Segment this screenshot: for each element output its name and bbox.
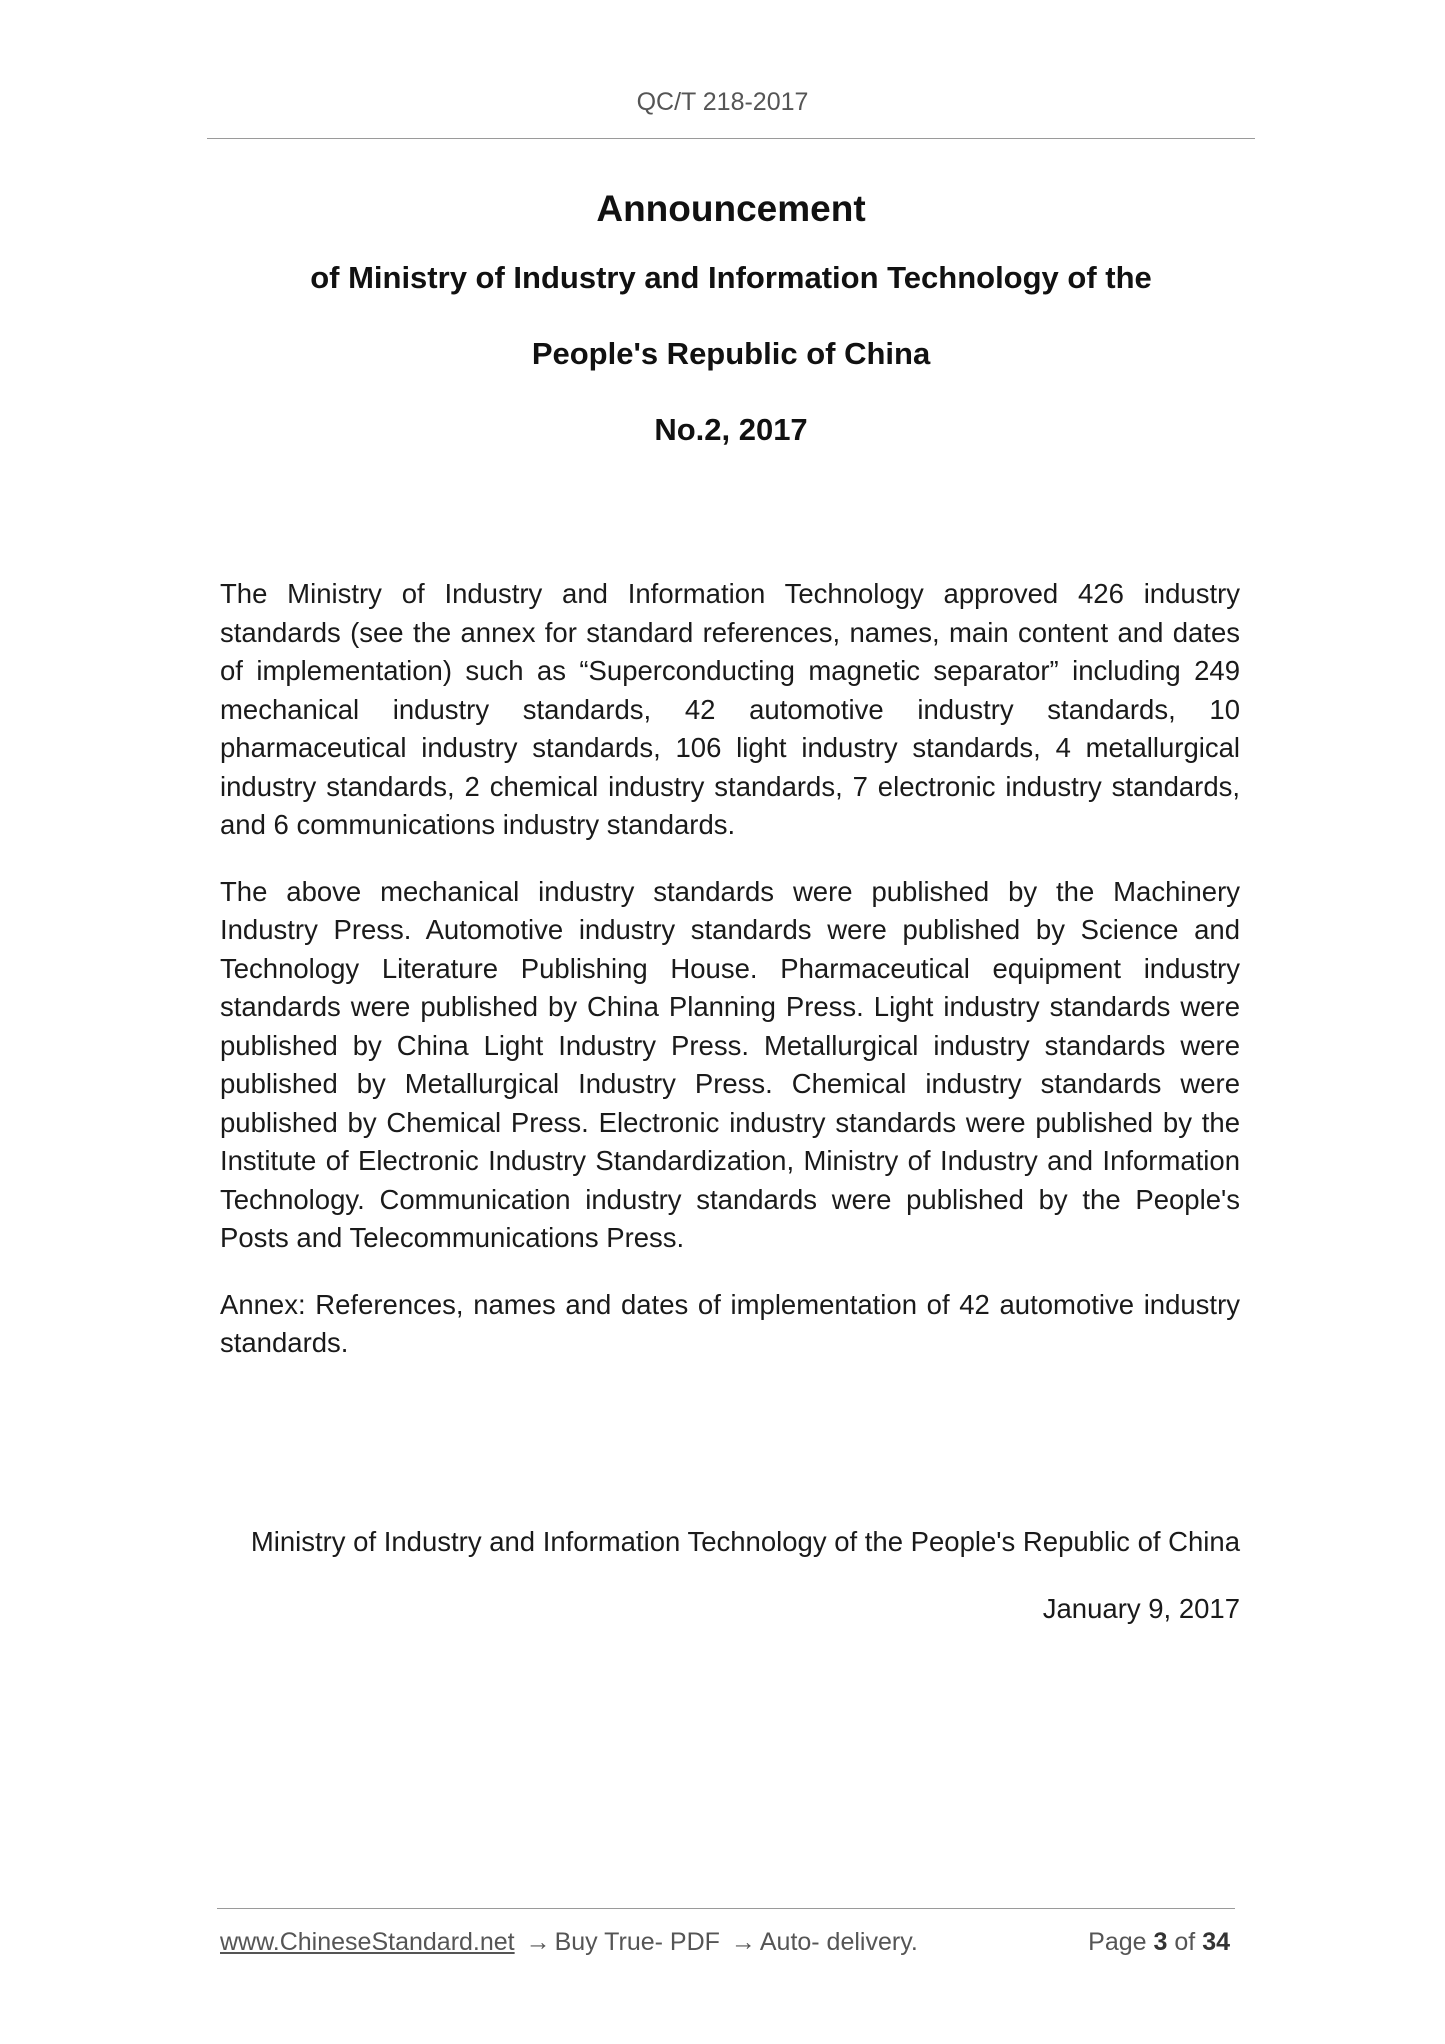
title-ministry-line: of Ministry of Industry and Information Technology of the	[310, 260, 1152, 295]
document-code-header: QC/T 218-2017	[636, 88, 809, 116]
header-divider	[207, 138, 1255, 139]
page-indicator	[1088, 1928, 1230, 1957]
paragraph-approval: The Ministry of Industry and Information Technology approved 426 industry standards (see the annex for standard references, names, main content and dates of implementation) such as “Superconducting magnetic separator” including 249 mechanical industry standards, 42 automotive industry standards, 10 pharmaceutical industry standards, 106 light industry standards, 4 metallurgical industry standards, 2 chemical industry standards, 7 electronic industry standards, and 6 communications industry standards.	[220, 578, 1240, 840]
page-current: 3	[1153, 1928, 1168, 1956]
page-of-label: of	[1174, 1928, 1196, 1956]
announcement-number: No.2, 2017	[654, 412, 808, 447]
announcement-title: Announcement	[596, 188, 866, 229]
title-country-line: People's Republic of China	[531, 336, 931, 371]
footer-promo	[220, 1928, 918, 1957]
arrow-right-icon: →	[730, 1928, 756, 1956]
signature-block	[220, 1523, 1240, 1656]
buy-pdf-text: Buy True- PDF	[554, 1928, 720, 1956]
paragraph-publishers: The above mechanical industry standards were published by the Machinery Industry Press. Automotive industry standards were published by Science and Technology Literature Publishing House. Pharmaceutical equipment industry standards were published by China Planning Press. Light industry standards were published by China Light Industry Press. Metallurgical industry standards were published by Metallurgical Industry Press. Chemical industry standards were published by Chemical Press. Electronic industry standards were published by the Institute of Electronic Industry Standardization, Ministry of Industry and Information Technology. Communication industry standards were published by the People's Posts and Telecommunications Press.	[220, 875, 1240, 1253]
page-label: Page	[1088, 1928, 1147, 1956]
issuer-name: Ministry of Industry and Information Technology of the People's Republic of China	[250, 1526, 1240, 1557]
title-block	[207, 182, 1255, 484]
paragraph-annex: Annex: References, names and dates of implementation of 42 automotive industry standards.	[220, 1288, 1240, 1358]
issue-date: January 9, 2017	[1042, 1592, 1240, 1624]
auto-delivery-text: Auto- delivery.	[759, 1928, 918, 1956]
website-link[interactable]: www.ChineseStandard.net	[220, 1928, 515, 1956]
page-total: 34	[1202, 1928, 1230, 1956]
announcement-body	[220, 575, 1240, 1391]
arrow-right-icon: →	[525, 1928, 551, 1956]
footer-divider	[217, 1908, 1235, 1909]
